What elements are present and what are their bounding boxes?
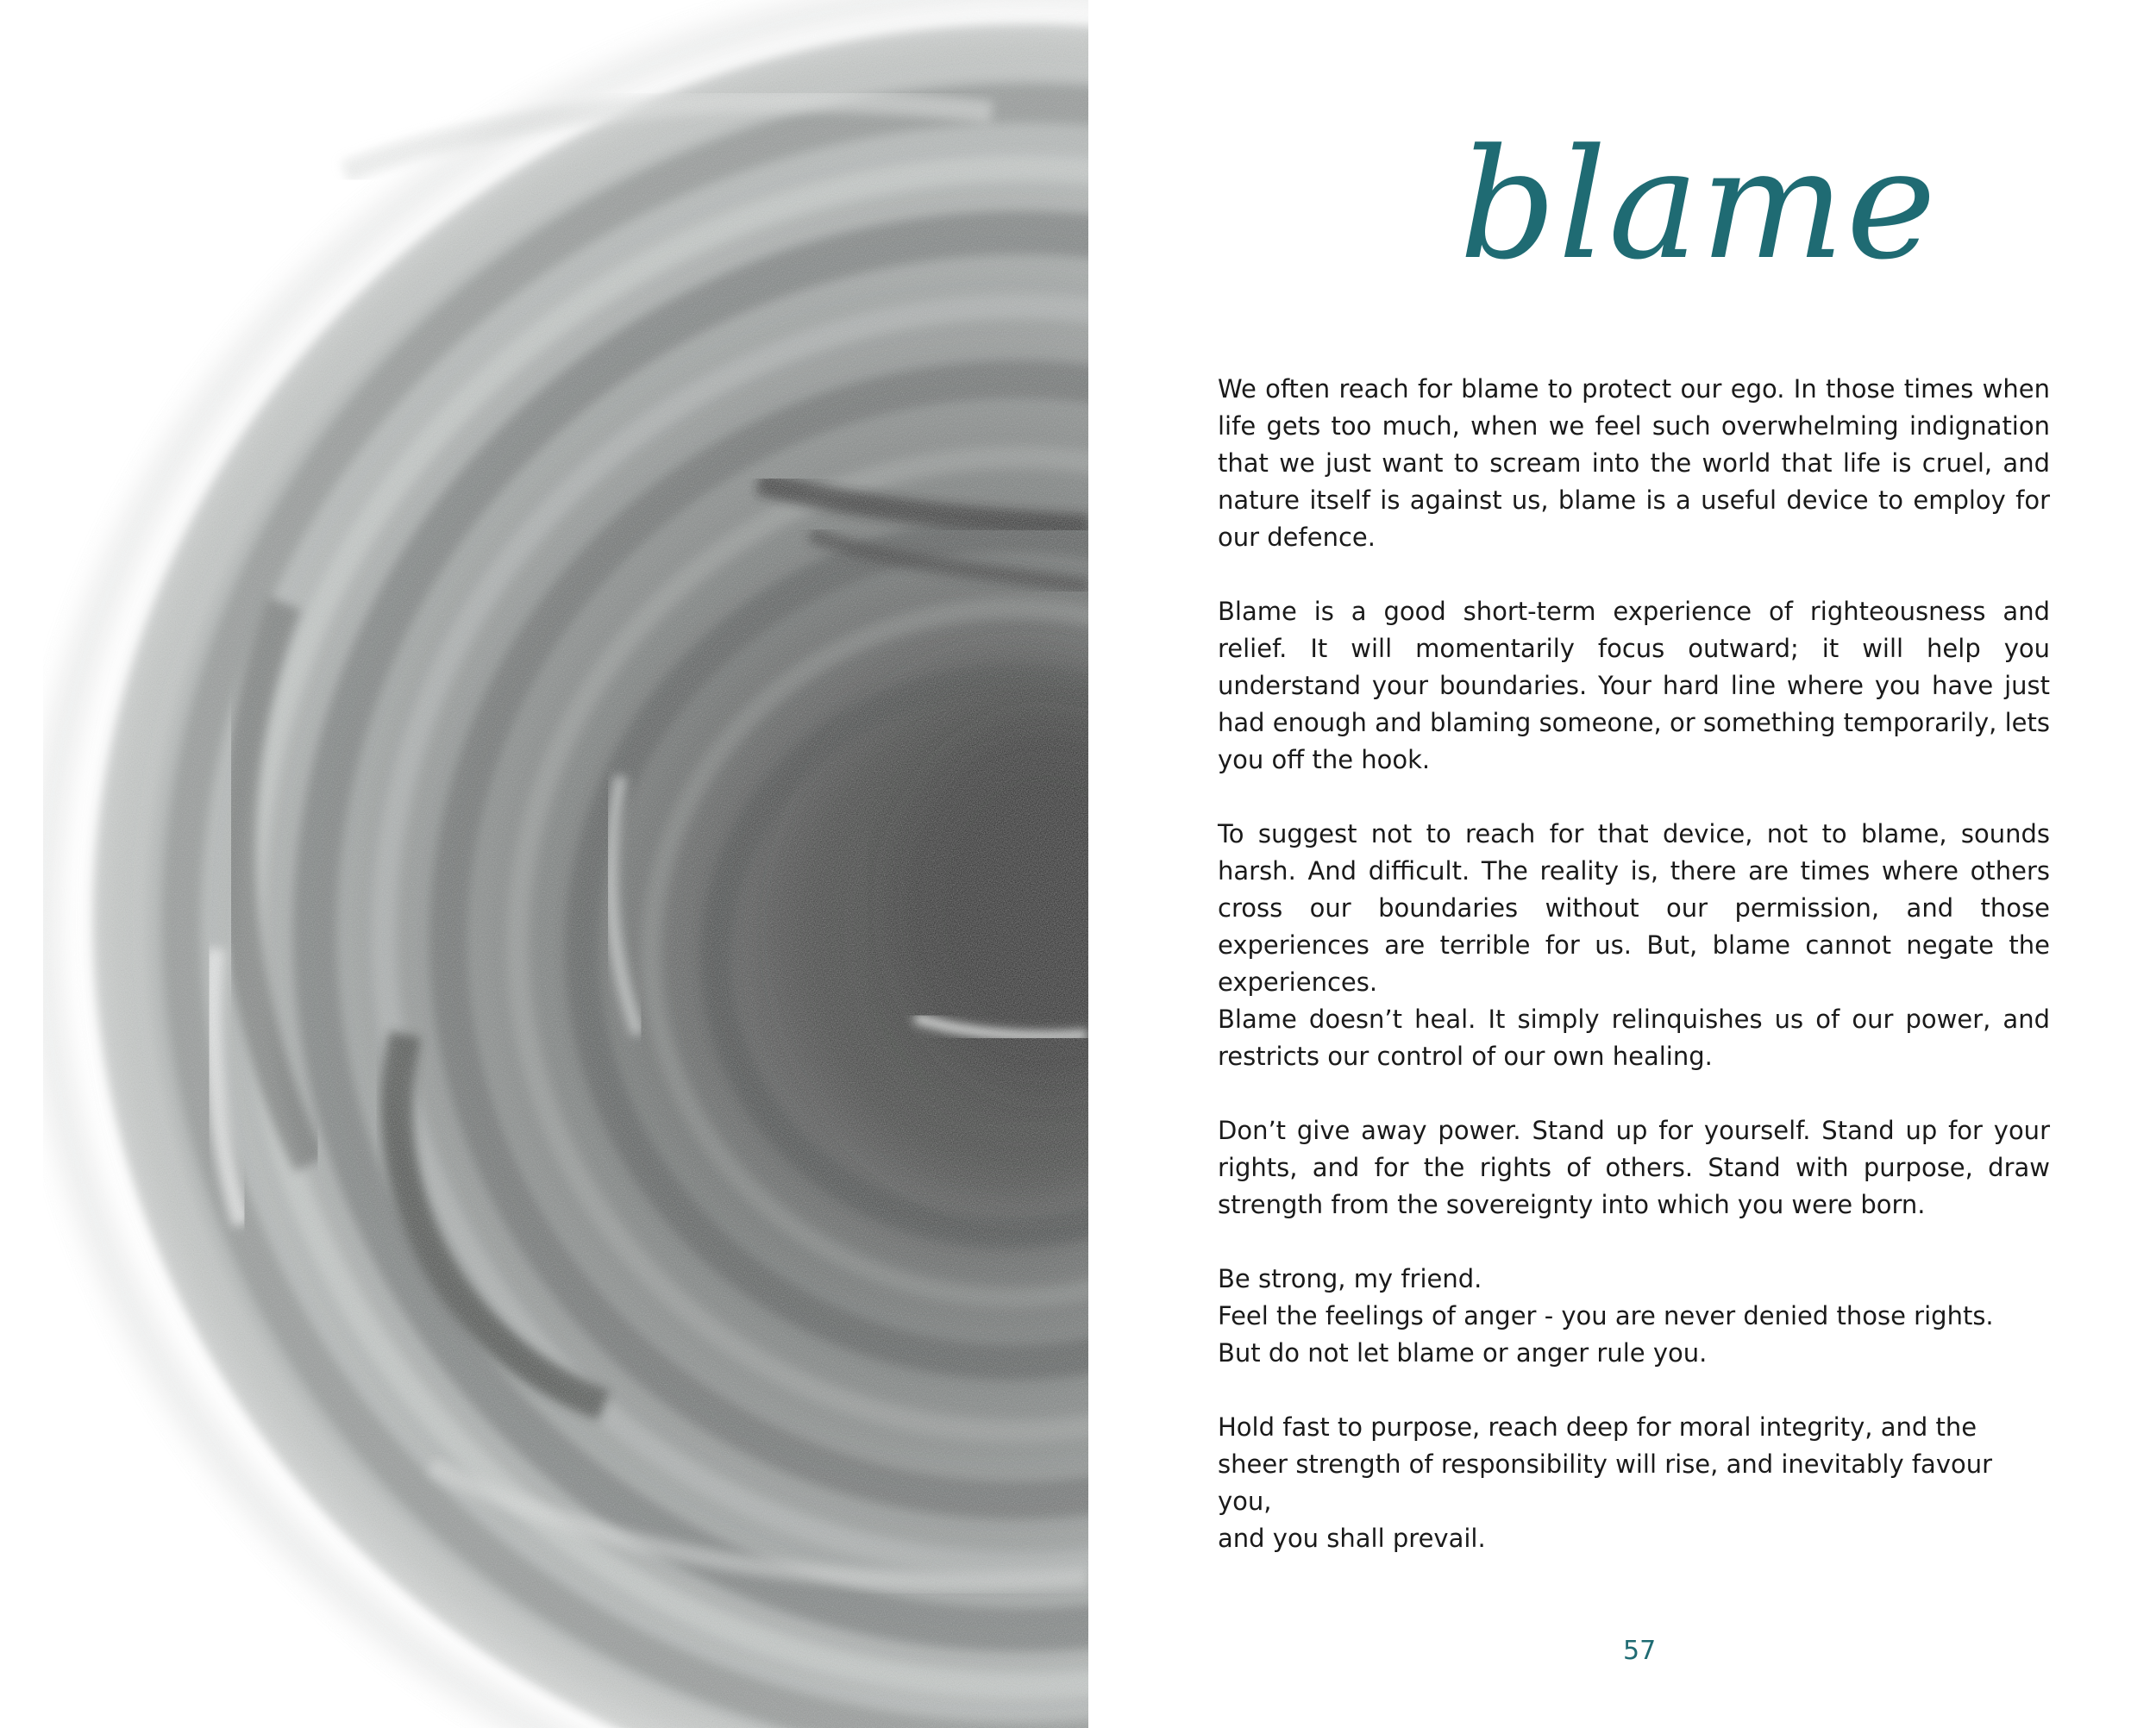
- paragraph-line: and you shall prevail.: [1218, 1524, 1486, 1553]
- paragraph-line: To suggest not to reach for that device, not to blame, sounds harsh. And difficult. The reality is, there are times where others cross our boundaries without our permission, and those experiences are terrible for us. But, blame cannot negate the experiences.: [1218, 819, 2050, 997]
- paragraph-line: We often reach for blame to protect our ego. In those times when life gets too much, when we feel such overwhelming indignation that we just want to scream into the world that life is cruel, and nature itself is against us, blame is a useful device to employ for our defence.: [1218, 374, 2050, 552]
- paragraph-1: [1218, 371, 2050, 556]
- paragraph-line: Hold fast to purpose, reach deep for moral integrity, and the sheer strength of responsibility will rise, and inevitably favour you,: [1218, 1412, 1993, 1516]
- paragraph-5: [1218, 1261, 2050, 1372]
- paragraph-2: [1218, 593, 2050, 779]
- paragraph-line: Be strong, my friend.: [1218, 1264, 1482, 1293]
- paragraph-line: Don’t give away power. Stand up for yourself. Stand up for your rights, and for the rights of others. Stand with purpose, draw strength from the sovereignty into which you were born.: [1218, 1116, 2050, 1219]
- paragraph-line: Blame doesn’t heal. It simply relinquishes us of our power, and restricts our control of our own healing.: [1218, 1005, 2050, 1071]
- paragraph-4: [1218, 1112, 2050, 1224]
- paragraph-line: Blame is a good short-term experience of righteousness and relief. It will momentarily focus outward; it will help you understand your boundaries. Your hard line where you have just had enough and blaming someone, or something temporarily, lets you off the hook.: [1218, 597, 2050, 774]
- paragraph-3: [1218, 816, 2050, 1075]
- paragraph-line: Feel the feelings of anger - you are never denied those rights.: [1218, 1301, 1994, 1330]
- paragraph-line: But do not let blame or anger rule you.: [1218, 1338, 1708, 1368]
- body-text: [1218, 371, 2050, 1594]
- page-title: blame: [1459, 116, 1938, 293]
- page-number: 57: [1623, 1636, 1657, 1666]
- text-page: [1088, 0, 2156, 1728]
- paragraph-6: [1218, 1409, 2050, 1557]
